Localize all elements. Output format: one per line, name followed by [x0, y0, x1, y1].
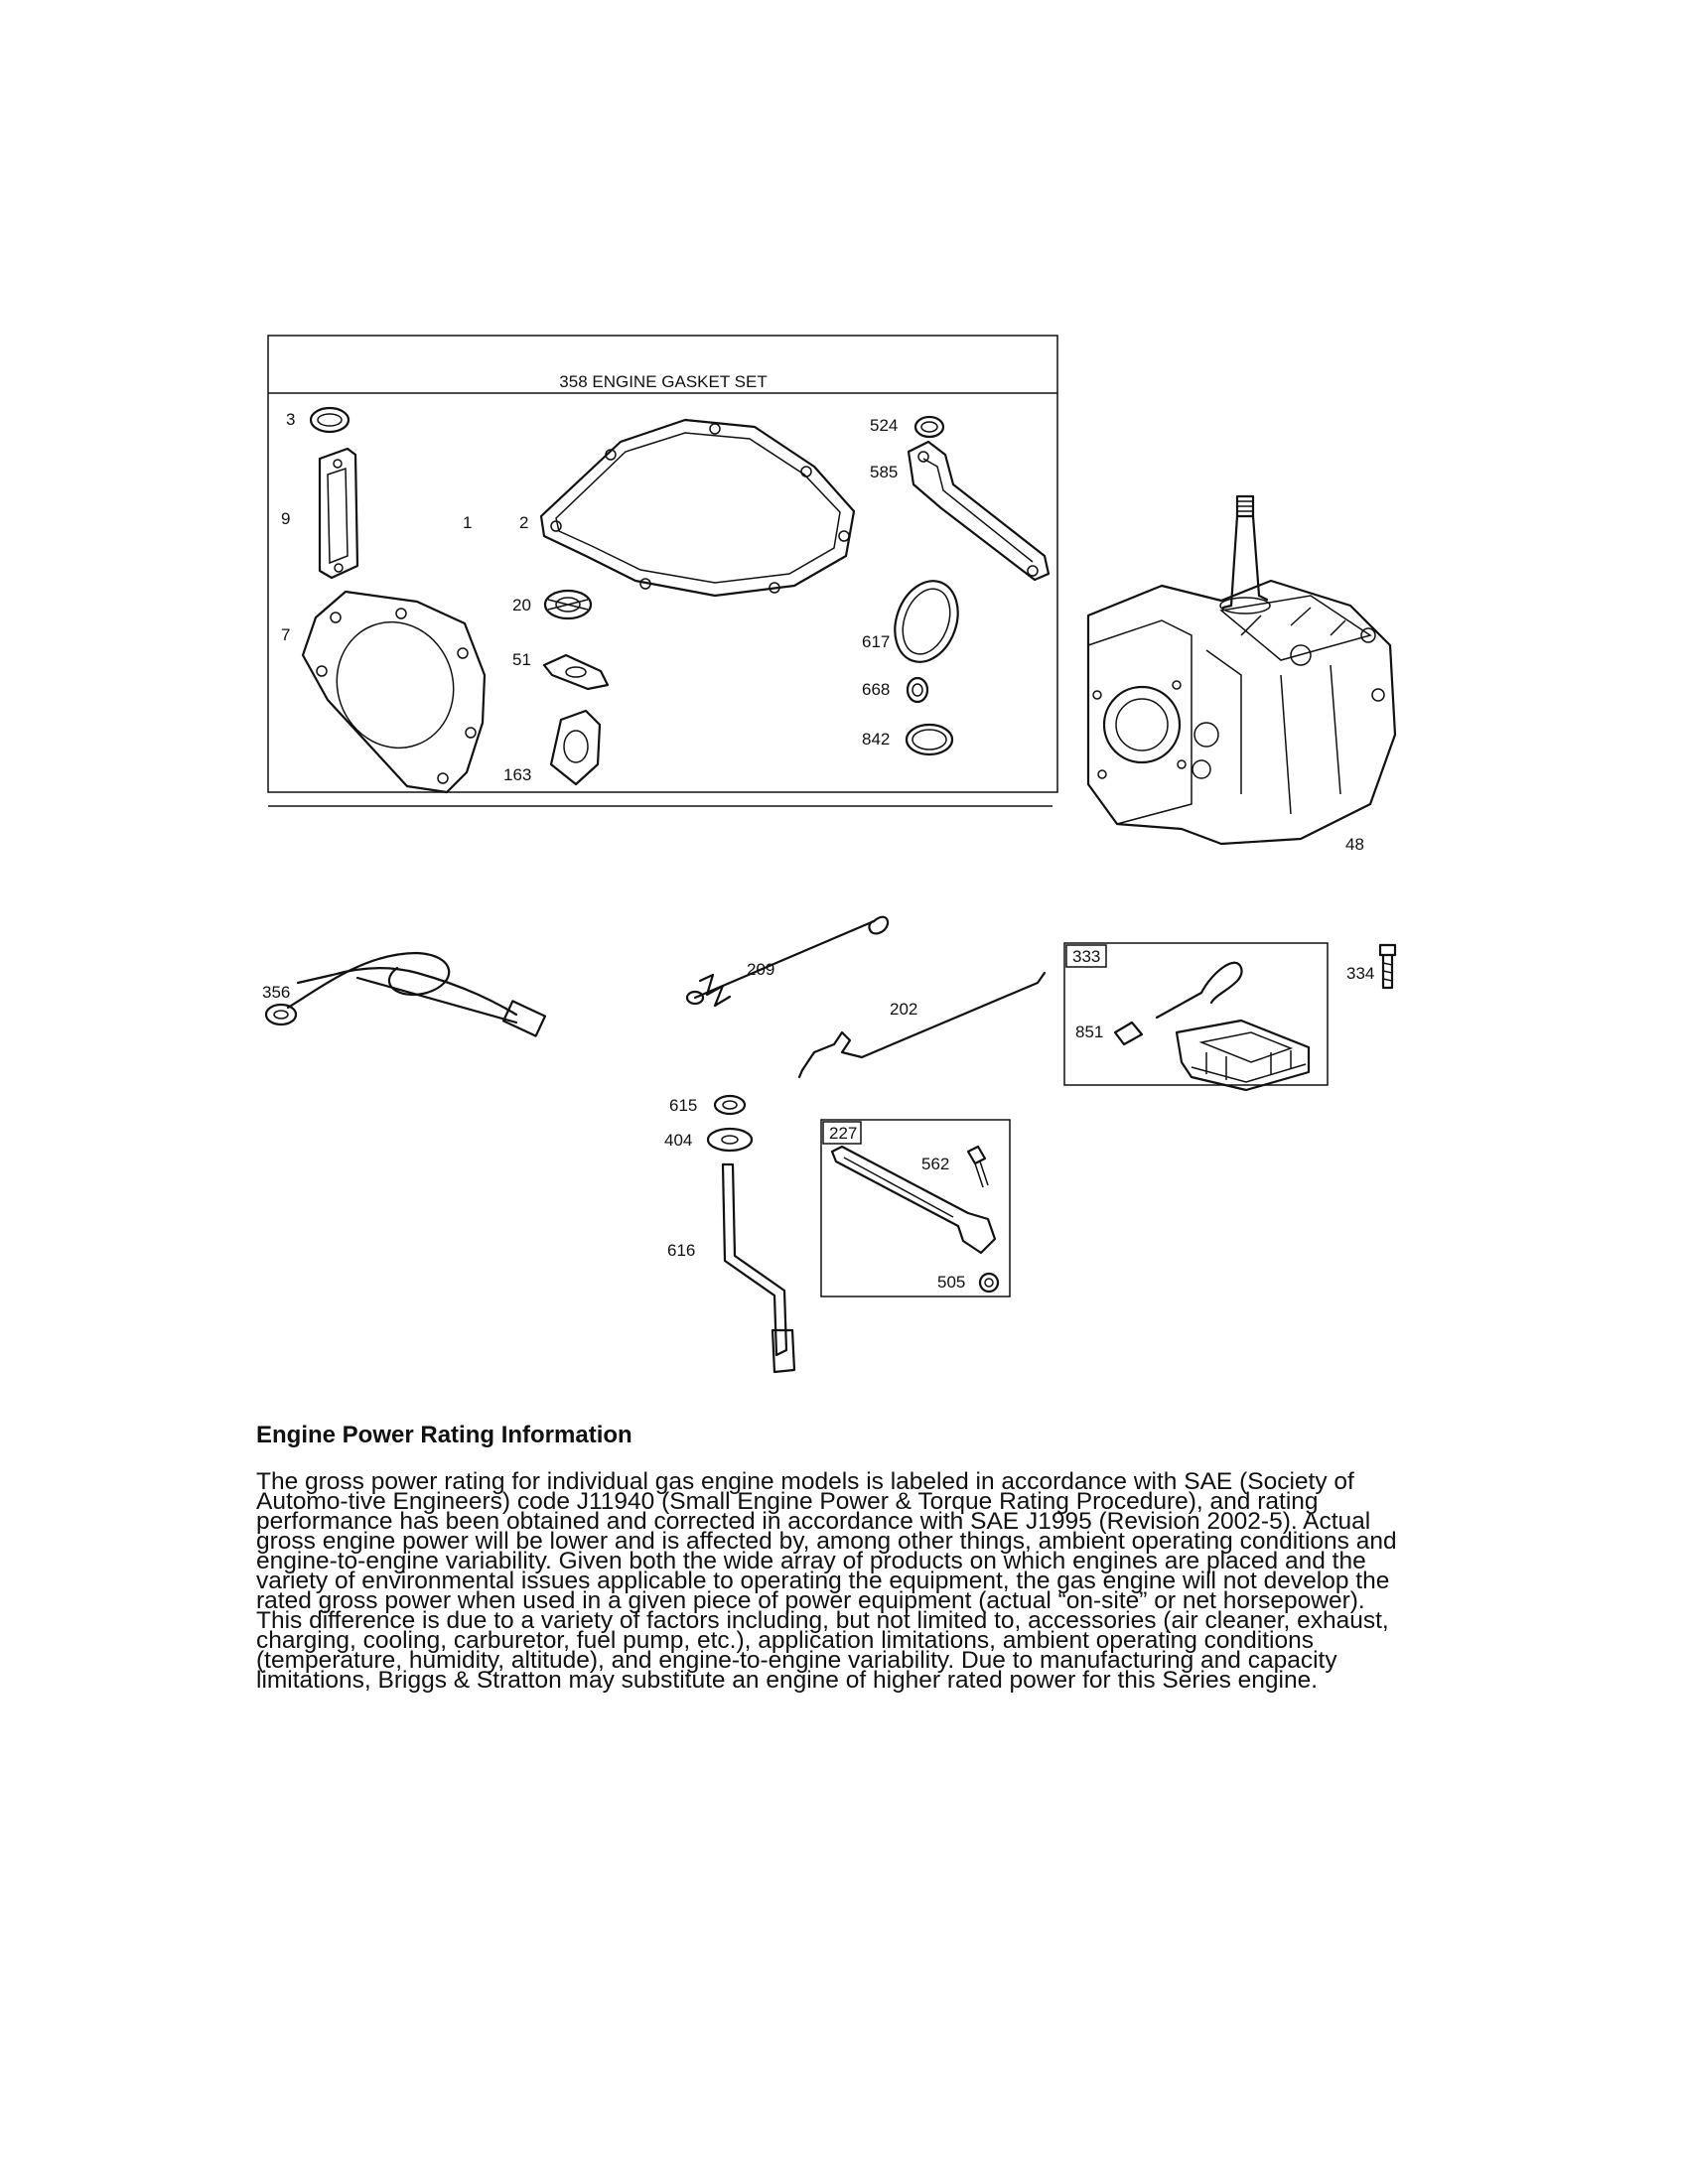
- spring-209: [687, 917, 888, 1006]
- label-202: 202: [890, 1000, 918, 1019]
- ignition-armature: [1177, 1021, 1309, 1090]
- assembly-box-227: [821, 1120, 1010, 1297]
- label-51: 51: [512, 650, 531, 669]
- info-heading: Engine Power Rating Information: [256, 1422, 632, 1448]
- crankshaft-stub: [1223, 516, 1267, 608]
- assembly-box-333: [1064, 943, 1328, 1090]
- gasket-set-box: [268, 336, 1057, 806]
- wire-356: [266, 953, 545, 1036]
- ring-842: [907, 725, 952, 754]
- label-163: 163: [503, 765, 532, 784]
- spark-lead: [1157, 963, 1242, 1018]
- label-7: 7: [281, 625, 291, 644]
- label-562: 562: [921, 1155, 950, 1173]
- label-3: 3: [286, 410, 296, 429]
- label-851: 851: [1075, 1023, 1104, 1041]
- gasket-3: [311, 408, 349, 432]
- seal-20: [545, 591, 591, 618]
- label-616: 616: [667, 1241, 696, 1260]
- connector-851: [1115, 1023, 1142, 1044]
- label-404: 404: [664, 1131, 693, 1150]
- label-585: 585: [870, 463, 899, 481]
- label-334: 334: [1346, 964, 1375, 983]
- box-label-227: 227: [829, 1124, 858, 1143]
- label-356: 356: [262, 983, 291, 1002]
- governor-lever: [832, 1147, 995, 1253]
- nut-505: [980, 1274, 998, 1292]
- screw-334: [1380, 945, 1395, 988]
- gasket-163: [551, 711, 600, 784]
- box-label-333: 333: [1072, 947, 1101, 966]
- washer-615: [715, 1096, 745, 1114]
- gasket-51: [544, 655, 608, 689]
- crankcase-48: [1088, 496, 1395, 844]
- screw-562: [968, 1147, 988, 1187]
- ring-524: [915, 417, 943, 437]
- washer-404: [708, 1129, 752, 1151]
- shaft-616: [723, 1164, 794, 1372]
- label-2: 2: [519, 513, 529, 532]
- label-48: 48: [1345, 835, 1364, 854]
- label-505: 505: [937, 1273, 966, 1292]
- label-20: 20: [512, 596, 531, 614]
- info-body: The gross power rating for individual gas engine models is labeled in accordance with SAE (Society of Automo-tive Engineers) code J11940 (Small Engine Power & Torque Rating Procedure), and rating performance has been obtained and corrected in accordance with SAE J1995 (Revision 2002-5). Actual gross engine power will be lower and is affected by, among other things, ambient operating conditions and engine-to-engine variability. Given both the wide array of products on which engines are placed and the variety of environmental issues applicable to operating the equipment, the gas engine will not develop the rated gross power when used in a given piece of power equipment (actual “on-site” or net horsepower). This difference is due to a variety of factors including, but not limited to, accessories (air cleaner, exhaust, charging, cooling, carburetor, fuel pump, etc.), application limitations, ambient operating conditions (temperature, humidity, altitude), and engine-to-engine variability. Due to manufacturing and capacity limitations, Briggs & Stratton may substitute an engine of higher rated power for this Series engine.: [256, 1468, 1397, 1694]
- label-524: 524: [870, 416, 899, 435]
- o-ring-617: [884, 572, 968, 670]
- label-9: 9: [281, 509, 291, 528]
- gasket-585: [909, 442, 1049, 580]
- label-209: 209: [747, 960, 775, 979]
- label-1: 1: [463, 513, 473, 532]
- label-615: 615: [669, 1096, 698, 1115]
- link-202: [799, 973, 1045, 1077]
- label-668: 668: [862, 680, 891, 699]
- gasket-crankcase: [541, 420, 854, 596]
- gasket-set-title: 358 ENGINE GASKET SET: [559, 372, 768, 391]
- washer-668: [908, 678, 927, 702]
- head-gasket-7: [303, 592, 485, 792]
- label-617: 617: [862, 632, 891, 651]
- gasket-9: [320, 449, 357, 578]
- label-842: 842: [862, 730, 891, 749]
